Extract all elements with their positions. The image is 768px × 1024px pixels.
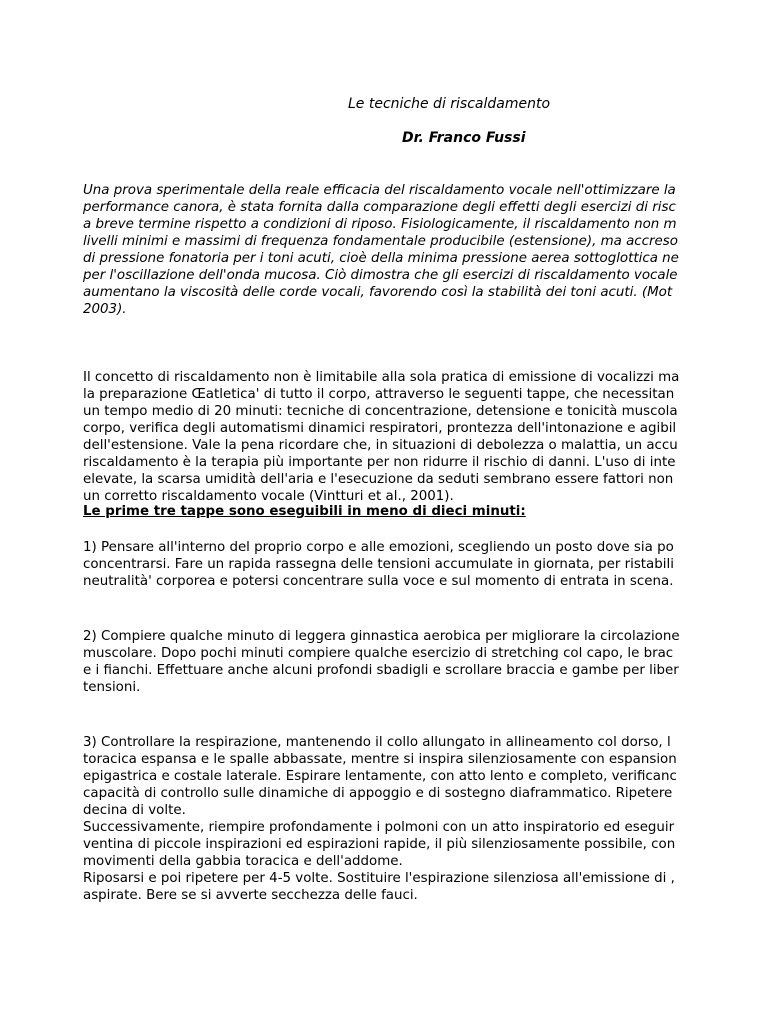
paragraph-line: dell'estensione. Vale la pena ricordare che, in situazioni di debolezza o malattia, un accu (83, 438, 678, 453)
paragraph-line: tensioni. (83, 680, 141, 695)
intro-paragraph (83, 182, 768, 318)
paragraph-line: 3) Controllare la respirazione, mantenendo il collo allungato in allineamento col dorso, l (83, 735, 671, 750)
step-3-paragraph (83, 734, 768, 904)
paragraph-line: performance canora, è stata fornita dalla comparazione degli effetti degli esercizi di risc (83, 200, 676, 215)
step-2-paragraph (83, 628, 768, 696)
paragraph-line: Il concetto di riscaldamento non è limitabile alla sola pratica di emissione di vocalizzi ma (83, 370, 680, 385)
paragraph-line: e i fianchi. Effettuare anche alcuni profondi sbadigli e scrollare braccia e gambe per liber (83, 663, 679, 678)
paragraph-line: Riposarsi e poi ripetere per 4-5 volte. Sostituire l'espirazione silenziosa all'emissione di , (83, 871, 675, 886)
paragraph-line: livelli minimi e massimi di frequenza fondamentale producibile (estensione), ma accreso (83, 234, 678, 249)
paragraph-line: capacità di controllo sulle dinamiche di appoggio e di sostegno diaframmatico. Ripetere (83, 786, 673, 801)
paragraph-line: un tempo medio di 20 minuti: tecniche di concentrazione, detensione e tonicità muscola (83, 404, 678, 419)
paragraph-line: per l'oscillazione dell'onda mucosa. Ciò dimostra che gli esercizi di riscaldamento vocale (83, 268, 678, 283)
paragraph-line: a breve termine rispetto a condizioni di riposo. Fisiologicamente, il riscaldamento non m (83, 217, 677, 232)
paragraph-line: aspirate. Bere se si avverte secchezza delle fauci. (83, 888, 418, 903)
paragraph-line: di pressione fonatoria per i toni acuti, cioè della minima pressione aerea sottoglottica ne (83, 251, 679, 266)
paragraph-line: Successivamente, riempire profondamente i polmoni con un atto inspiratorio ed eseguir (83, 820, 675, 835)
paragraph-line: un corretto riscaldamento vocale (Vintturi et al., 2001). (83, 489, 454, 504)
paragraph-line: decina di volte. (83, 803, 186, 818)
paragraph-line: epigastrica e costale laterale. Espirare lentamente, con atto lento e completo, verificanc (83, 769, 677, 784)
paragraph-line: elevate, la scarsa umidità dell'aria e l'esecuzione da seduti sembrano essere fattori non (83, 472, 674, 487)
paragraph-line: aumentano la viscosità delle corde vocali, favorendo così la stabilità dei toni acuti. (Mot (83, 285, 673, 300)
paragraph-line: la preparazione Œatletica' di tutto il corpo, attraverso le seguenti tappe, che necessitan (83, 387, 675, 402)
paragraph-line: toracica espansa e le spalle abbassate, mentre si inspira silenziosamente con espansion (83, 752, 677, 767)
step-1-paragraph (83, 539, 768, 590)
paragraph-line: neutralità' corporea e potersi concentrare sulla voce e sul momento di entrata in scena. (83, 574, 674, 589)
document-title: Le tecniche di riscaldamento (348, 96, 551, 112)
paragraph-line: 1) Pensare all'interno del proprio corpo e alle emozioni, scegliendo un posto dove sia po (83, 540, 674, 555)
concept-paragraph (83, 369, 768, 505)
paragraph-line: 2003). (83, 302, 127, 317)
paragraph-line: 2) Compiere qualche minuto di leggera ginnastica aerobica per migliorare la circolazione (83, 629, 680, 644)
paragraph-line: Una prova sperimentale della reale efficacia del riscaldamento vocale nell'ottimizzare la (83, 183, 676, 198)
paragraph-line: concentrarsi. Fare un rapida rassegna delle tensioni accumulate in giornata, per ristabili (83, 557, 674, 572)
paragraph-line: ventina di piccole inspirazioni ed espirazioni rapide, il più silenziosamente possibile, con (83, 837, 676, 852)
paragraph-line: corpo, verifica degli automatismi dinamici respiratori, prontezza dell'intonazione e agibil (83, 421, 677, 436)
paragraph-line: muscolare. Dopo pochi minuti compiere qualche esercizio di stretching col capo, le brac (83, 646, 674, 661)
document-author: Dr. Franco Fussi (402, 130, 526, 146)
paragraph-line: riscaldamento è la terapia più importante per non ridurre il rischio di danni. L'uso di inte (83, 455, 676, 470)
paragraph-line: movimenti della gabbia toracica e dell'addome. (83, 854, 403, 869)
section-heading: Le prime tre tappe sono eseguibili in meno di dieci minuti: (83, 504, 526, 519)
